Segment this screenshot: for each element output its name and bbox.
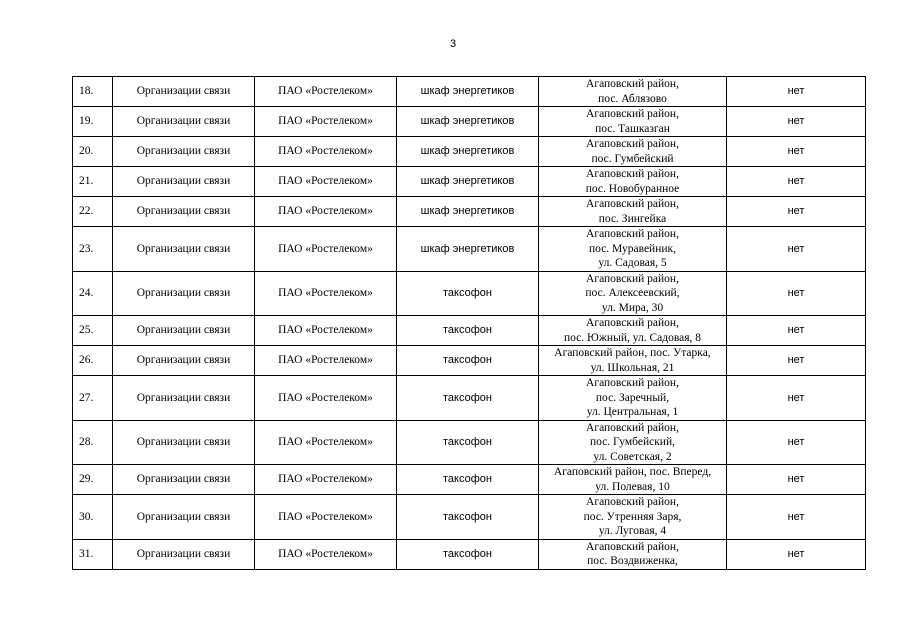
row-address [539, 465, 727, 495]
row-category: Организации связи [113, 271, 255, 316]
row-availability: нет [727, 465, 866, 495]
row-address [539, 167, 727, 197]
row-object-type: таксофон [397, 420, 539, 465]
table-row [73, 376, 866, 421]
address-line: пос. Муравейник, [589, 242, 676, 255]
row-address [539, 539, 727, 569]
row-category: Организации связи [113, 539, 255, 569]
row-address [539, 271, 727, 316]
row-owner: ПАО «Ростелеком» [255, 316, 397, 346]
row-category: Организации связи [113, 420, 255, 465]
row-object-type: таксофон [397, 539, 539, 569]
row-availability: нет [727, 107, 866, 137]
row-owner: ПАО «Ростелеком» [255, 227, 397, 272]
address-line: ул. Школьная, 21 [590, 361, 675, 374]
address-line: пос. Южный, ул. Садовая, 8 [563, 331, 702, 344]
row-number: 27. [73, 376, 113, 421]
table-row [73, 271, 866, 316]
row-owner: ПАО «Ростелеком» [255, 107, 397, 137]
row-availability: нет [727, 539, 866, 569]
address-line: ул. Садовая, 5 [598, 257, 667, 269]
row-object-type: шкаф энергетиков [397, 197, 539, 227]
row-number: 26. [73, 346, 113, 376]
address-line: ул. Центральная, 1 [586, 406, 679, 418]
row-availability: нет [727, 77, 866, 107]
row-owner: ПАО «Ростелеком» [255, 346, 397, 376]
row-number: 18. [73, 77, 113, 107]
row-availability: нет [727, 167, 866, 197]
table-body [73, 77, 866, 570]
address-line: пос. Новобуранное [585, 182, 680, 195]
address-line: ул. Мира, 30 [601, 301, 664, 314]
row-availability: нет [727, 420, 866, 465]
address-line: пос. Гумбейский [591, 152, 674, 165]
row-object-type: шкаф энергетиков [397, 167, 539, 197]
table-row [73, 107, 866, 137]
row-availability: нет [727, 197, 866, 227]
row-object-type: таксофон [397, 465, 539, 495]
row-category: Организации связи [113, 316, 255, 346]
row-object-type: таксофон [397, 376, 539, 421]
row-object-type: таксофон [397, 495, 539, 540]
row-number: 30. [73, 495, 113, 540]
row-number: 24. [73, 271, 113, 316]
table-row [73, 77, 866, 107]
address-line: пос. Гумбейский, [590, 436, 675, 448]
row-category: Организации связи [113, 346, 255, 376]
row-owner: ПАО «Ростелеком» [255, 137, 397, 167]
row-number: 31. [73, 539, 113, 569]
table-row [73, 197, 866, 227]
address-line: пос. Зингейка [598, 212, 667, 225]
row-address [539, 376, 727, 421]
row-number: 23. [73, 227, 113, 272]
address-line: Агаповский район, [586, 168, 679, 180]
table-row [73, 316, 866, 346]
page-number: 3 [449, 38, 457, 50]
address-line: пос. Заречный, [595, 391, 670, 404]
row-number: 19. [73, 107, 113, 137]
row-owner: ПАО «Ростелеком» [255, 420, 397, 465]
row-owner: ПАО «Ростелеком» [255, 77, 397, 107]
row-availability: нет [727, 227, 866, 272]
row-owner: ПАО «Ростелеком» [255, 376, 397, 421]
row-category: Организации связи [113, 167, 255, 197]
row-address [539, 316, 727, 346]
row-object-type: таксофон [397, 271, 539, 316]
address-line: пос. Алексеевский, [585, 287, 680, 299]
row-category: Организации связи [113, 495, 255, 540]
row-availability: нет [727, 495, 866, 540]
address-line: пос. Утренняя Заря, [583, 510, 682, 523]
row-number: 28. [73, 420, 113, 465]
table-row [73, 495, 866, 540]
row-object-type: шкаф энергетиков [397, 137, 539, 167]
row-category: Организации связи [113, 107, 255, 137]
row-availability: нет [727, 316, 866, 346]
table-row [73, 137, 866, 167]
row-availability: нет [727, 271, 866, 316]
address-line: ул. Советская, 2 [593, 450, 672, 463]
row-availability: нет [727, 376, 866, 421]
address-line: пос. Воздвиженка, [587, 555, 678, 567]
row-number: 25. [73, 316, 113, 346]
table-row [73, 346, 866, 376]
row-owner: ПАО «Ростелеком» [255, 197, 397, 227]
table-row [73, 227, 866, 272]
row-address [539, 107, 727, 137]
address-line: Агаповский район, [586, 377, 679, 389]
row-object-type: шкаф энергетиков [397, 227, 539, 272]
row-object-type: таксофон [397, 346, 539, 376]
table-row [73, 420, 866, 465]
row-address [539, 137, 727, 167]
row-address [539, 77, 727, 107]
row-address [539, 420, 727, 465]
address-line: Агаповский район, [586, 421, 679, 434]
address-line: Агаповский район, [586, 138, 679, 150]
address-line: ул. Полевая, 10 [595, 480, 670, 493]
row-number: 20. [73, 137, 113, 167]
address-line: Агаповский район, [586, 78, 679, 90]
address-line: пос. Ташказган [595, 122, 670, 135]
table-row [73, 539, 866, 569]
facilities-table [72, 76, 866, 570]
row-address [539, 495, 727, 540]
row-address [539, 197, 727, 227]
row-number: 29. [73, 465, 113, 495]
row-category: Организации связи [113, 376, 255, 421]
address-line: Агаповский район, [586, 272, 679, 285]
table-row [73, 167, 866, 197]
row-availability: нет [727, 137, 866, 167]
row-availability: нет [727, 346, 866, 376]
table-row [73, 465, 866, 495]
row-category: Организации связи [113, 465, 255, 495]
row-object-type: шкаф энергетиков [397, 107, 539, 137]
row-category: Организации связи [113, 137, 255, 167]
address-line: ул. Луговая, 4 [598, 525, 667, 537]
address-line: Агаповский район, [586, 228, 679, 240]
address-line: Агаповский район, [586, 540, 679, 553]
address-line: Агаповский район, [586, 108, 679, 120]
row-owner: ПАО «Ростелеком» [255, 495, 397, 540]
row-owner: ПАО «Ростелеком» [255, 465, 397, 495]
row-category: Организации связи [113, 197, 255, 227]
row-address [539, 346, 727, 376]
row-object-type: шкаф энергетиков [397, 77, 539, 107]
row-address [539, 227, 727, 272]
row-owner: ПАО «Ростелеком» [255, 167, 397, 197]
row-owner: ПАО «Ростелеком» [255, 539, 397, 569]
address-line: Агаповский район, пос. Утарка, [554, 347, 711, 359]
row-object-type: таксофон [397, 316, 539, 346]
address-line: Агаповский район, [586, 198, 679, 210]
row-category: Организации связи [113, 77, 255, 107]
address-line: пос. Аблязово [598, 92, 667, 105]
row-category: Организации связи [113, 227, 255, 272]
address-line: Агаповский район, пос. Вперед, [553, 466, 712, 478]
row-owner: ПАО «Ростелеком» [255, 271, 397, 316]
row-number: 22. [73, 197, 113, 227]
address-line: Агаповский район, [586, 317, 679, 329]
row-number: 21. [73, 167, 113, 197]
address-line: Агаповский район, [586, 496, 679, 508]
